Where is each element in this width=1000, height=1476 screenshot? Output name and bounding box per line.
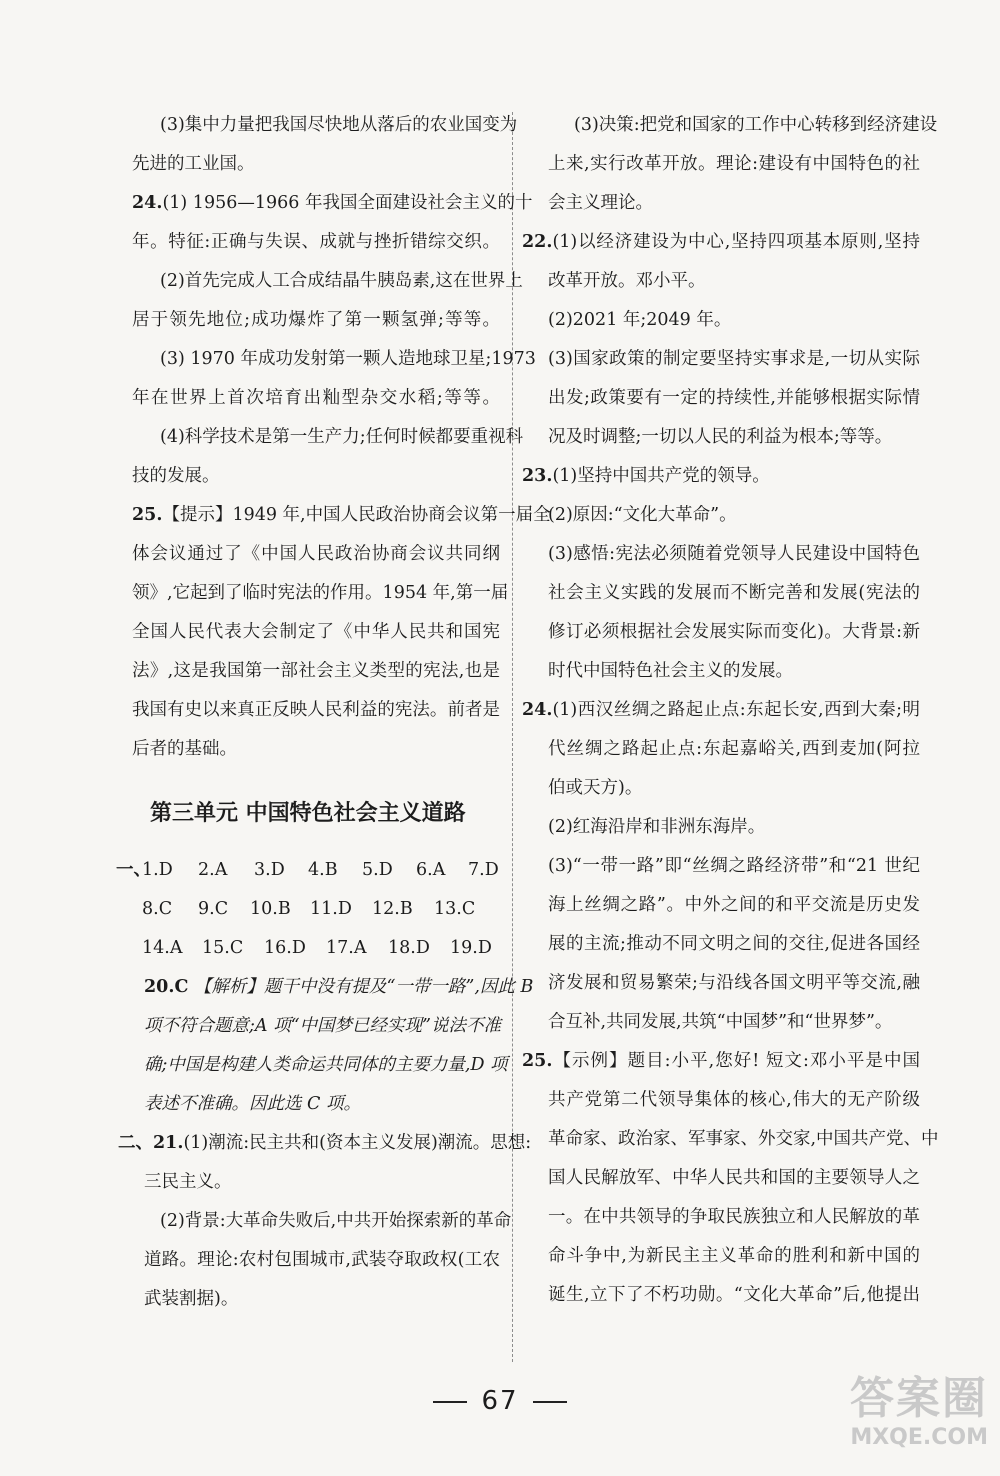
answer-line: 修订必须根据社会发展实际而变化)。大背景:新 — [548, 622, 920, 642]
mc-answer-row — [118, 929, 500, 968]
answer-line: (2)原因:“文化大革命”。 — [548, 505, 737, 525]
answer-line: 命斗争中,为新民主主义革命的胜利和新中国的 — [548, 1246, 920, 1266]
answer-line: 诞生,立下了不朽功勋。“文化大革命”后,他提出 — [548, 1285, 920, 1305]
answer-line: 20.C 【解析】题干中没有提及“一带一路”,因此 B — [144, 977, 534, 997]
answer-line: (3)集中力量把我国尽快地从落后的农业国变为 — [160, 115, 518, 135]
answer-line: 武装割据)。 — [144, 1289, 239, 1309]
page-number-dash — [533, 1401, 567, 1403]
answer-line: 海上丝绸之路”。中外之间的和平交流是历史发 — [548, 895, 920, 915]
question-number: 23. — [522, 466, 553, 486]
answer-line: 出发;政策要有一定的持续性,并能够根据实际情 — [548, 388, 920, 408]
mc-answer: 14.A — [142, 938, 183, 958]
mc-answer-row — [118, 851, 500, 890]
answer-line: 24.(1)西汉丝绸之路起止点:东起长安,西到大秦;明 — [522, 700, 920, 720]
answer-line: 技的发展。 — [132, 466, 220, 486]
question-number: 25. — [132, 505, 163, 525]
watermark-logo — [843, 1373, 988, 1468]
answer-line: 共产党第二代领导集体的核心,伟大的无产阶级 — [548, 1090, 920, 1110]
answer-line: 改革开放。邓小平。 — [548, 271, 706, 291]
mc-answer: 11.D — [310, 899, 352, 919]
answer-line: 革命家、政治家、军事家、外交家,中国共产党、中 — [548, 1129, 939, 1149]
answer-line: (2)首先完成人工合成结晶牛胰岛素,这在世界上 — [160, 271, 523, 291]
mc-answer: 1.D — [142, 860, 173, 880]
answer-line: 济发展和贸易繁荣;与沿线各国文明平等交流,融 — [548, 973, 920, 993]
answer-line: 年。特征:正确与失误、成就与挫折错综交织。 — [132, 232, 500, 252]
mc-answer: 10.B — [250, 899, 291, 919]
answer-line: 合互补,共同发展,共筑“中国梦”和“世界梦”。 — [548, 1012, 893, 1032]
answer-line: 年在世界上首次培育出籼型杂交水稻;等等。 — [132, 388, 500, 408]
mc-answer: 9.C — [198, 899, 229, 919]
answer-line: 代丝绸之路起止点:东起嘉峪关,西到麦加(阿拉 — [548, 739, 920, 759]
answer-line: 表述不准确。因此选 C 项。 — [144, 1094, 362, 1114]
answer-line: 25.【提示】1949 年,中国人民政治协商会议第一届全 — [132, 505, 551, 525]
answer-line: 项不符合题意;A 项“中国梦已经实现”说法不准 — [144, 1016, 501, 1036]
answer-line: 居于领先地位;成功爆炸了第一颗氢弹;等等。 — [132, 310, 500, 330]
answer-line: 一。在中共领导的争取民族独立和人民解放的革 — [548, 1207, 920, 1227]
answer-line: 道路。理论:农村包围城市,武装夺取政权(工农 — [144, 1250, 500, 1270]
answer-line: 领》,它起到了临时宪法的作用。1954 年,第一届 — [132, 583, 509, 603]
answer-line: 三民主义。 — [144, 1172, 232, 1192]
answer-line: 况及时调整;一切以人民的利益为根本;等等。 — [548, 427, 893, 447]
answer-line: 国人民解放军、中华人民共和国的主要领导人之 — [548, 1168, 920, 1188]
answer-line: (4)科学技术是第一生产力;任何时候都要重视科 — [160, 427, 524, 447]
question-number: 25. — [522, 1051, 553, 1071]
answer-line: 25.【示例】题目:小平,您好! 短文:邓小平是中国 — [522, 1051, 920, 1071]
answer-line: (3) 1970 年成功发射第一颗人造地球卫星;1973 — [160, 349, 536, 369]
question-number: 20.C — [144, 977, 189, 997]
answer-line: 社会主义实践的发展而不断完善和发展(宪法的 — [548, 583, 920, 603]
answer-line: 法》,这是我国第一部社会主义类型的宪法,也是 — [132, 661, 500, 681]
answer-line: (3)“一带一路”即“丝绸之路经济带”和“21 世纪 — [548, 856, 920, 876]
answer-line: 先进的工业国。 — [132, 154, 255, 174]
mc-answer: 4.B — [308, 860, 338, 880]
answer-line: 全国人民代表大会制定了《中华人民共和国宪 — [132, 622, 500, 642]
mc-answer: 19.D — [450, 938, 492, 958]
mc-answer: 15.C — [202, 938, 244, 958]
mc-answer-row — [118, 890, 500, 929]
mc-answer: 7.D — [468, 860, 499, 880]
mc-answer: 3.D — [254, 860, 285, 880]
question-number: 24. — [522, 700, 553, 720]
answer-line: 二、21.(1)潮流:民主共和(资本主义发展)潮流。思想: — [118, 1133, 532, 1153]
right-column — [522, 106, 939, 1315]
mc-answer: 16.D — [264, 938, 306, 958]
unit-heading: 第三单元 中国特色社会主义道路 — [150, 801, 466, 826]
part-label: 二、 — [118, 1133, 153, 1153]
answer-line: 我国有史以来真正反映人民利益的宪法。前者是 — [132, 700, 500, 720]
mc-answer: 13.C — [434, 899, 476, 919]
page-number-value: 67 — [481, 1386, 519, 1416]
mc-answer: 18.D — [388, 938, 430, 958]
answer-line: 上来,实行改革开放。理论:建设有中国特色的社 — [548, 154, 920, 174]
answer-line: 24.(1) 1956—1966 年我国全面建设社会主义的十 — [132, 193, 533, 213]
answer-line: 伯或天方)。 — [548, 778, 643, 798]
answer-line: 时代中国特色社会主义的发展。 — [548, 661, 793, 681]
answer-line: 会主义理论。 — [548, 193, 653, 213]
answer-line: 23.(1)坚持中国共产党的领导。 — [522, 466, 770, 486]
answer-line: (2)2021 年;2049 年。 — [548, 310, 732, 330]
mc-answer: 12.B — [372, 899, 413, 919]
part-label: 一、 — [116, 860, 151, 880]
answer-line: 22.(1)以经济建设为中心,坚持四项基本原则,坚持 — [522, 232, 920, 252]
question-number: 21. — [153, 1133, 184, 1153]
answer-line: 展的主流;推动不同文明之间的交往,促进各国经 — [548, 934, 920, 954]
answer-line: 后者的基础。 — [132, 739, 237, 759]
mc-answer: 8.C — [142, 899, 173, 919]
answer-line: 体会议通过了《中国人民政治协商会议共同纲 — [132, 544, 500, 564]
mc-answer: 6.A — [416, 860, 446, 880]
answer-line: (3)决策:把党和国家的工作中心转移到经济建设 — [574, 115, 938, 135]
answer-line: (3)感悟:宪法必须随着党领导人民建设中国特色 — [548, 544, 920, 564]
page-number-dash — [433, 1401, 467, 1403]
question-number: 24. — [132, 193, 163, 213]
answer-line: 确;中国是构建人类命运共同体的主要力量,D 项 — [144, 1055, 508, 1075]
mc-answer: 17.A — [326, 938, 367, 958]
answer-line: (2)红海沿岸和非洲东海岸。 — [548, 817, 766, 837]
question-number: 22. — [522, 232, 553, 252]
mc-answer: 2.A — [198, 860, 228, 880]
answer-line: (2)背景:大革命失败后,中共开始探索新的革命 — [160, 1211, 512, 1231]
answer-line: (3)国家政策的制定要坚持实事求是,一切从实际 — [548, 349, 920, 369]
mc-answer: 5.D — [362, 860, 393, 880]
watermark-logo-text: 答案圈 — [850, 1373, 988, 1424]
watermark-site-text: MXQE.COM — [850, 1425, 988, 1450]
